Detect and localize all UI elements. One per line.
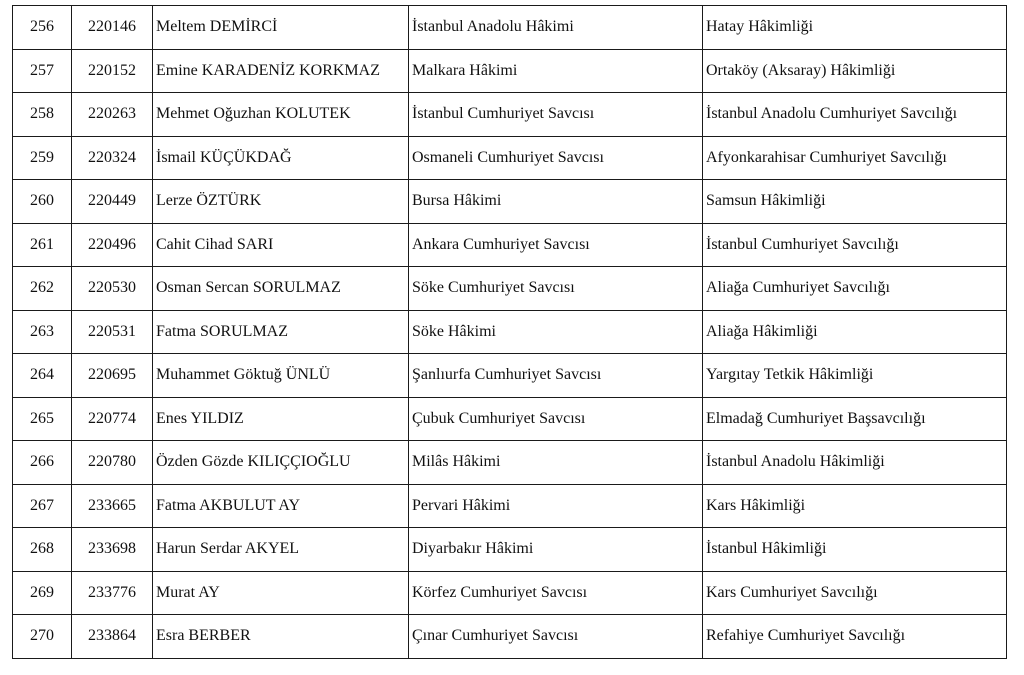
row-number-cell: 264 (13, 354, 72, 398)
current-position-cell: Söke Cumhuriyet Savcısı (409, 267, 703, 311)
row-number-cell: 265 (13, 397, 72, 441)
new-assignment-cell: Refahiye Cumhuriyet Savcılığı (703, 615, 1007, 659)
current-position-cell: Çubuk Cumhuriyet Savcısı (409, 397, 703, 441)
person-name-cell: Esra BERBER (153, 615, 409, 659)
table-row (13, 441, 1007, 485)
new-assignment-cell: İstanbul Hâkimliği (703, 528, 1007, 572)
row-number-cell: 267 (13, 484, 72, 528)
registry-number-cell: 233776 (72, 571, 153, 615)
current-position-cell: İstanbul Anadolu Hâkimi (409, 6, 703, 50)
new-assignment-cell: İstanbul Anadolu Cumhuriyet Savcılığı (703, 93, 1007, 137)
new-assignment-cell: Ortaköy (Aksaray) Hâkimliği (703, 49, 1007, 93)
person-name-cell: Muhammet Göktuğ ÜNLÜ (153, 354, 409, 398)
row-number-cell: 260 (13, 180, 72, 224)
new-assignment-cell: Aliağa Hâkimliği (703, 310, 1007, 354)
row-number-cell: 261 (13, 223, 72, 267)
registry-number-cell: 220695 (72, 354, 153, 398)
registry-number-cell: 233665 (72, 484, 153, 528)
current-position-cell: Körfez Cumhuriyet Savcısı (409, 571, 703, 615)
table-row (13, 354, 1007, 398)
registry-number-cell: 220774 (72, 397, 153, 441)
current-position-cell: Çınar Cumhuriyet Savcısı (409, 615, 703, 659)
table-row (13, 484, 1007, 528)
person-name-cell: İsmail KÜÇÜKDAĞ (153, 136, 409, 180)
row-number-cell: 259 (13, 136, 72, 180)
table-body (13, 6, 1007, 659)
new-assignment-cell: Samsun Hâkimliği (703, 180, 1007, 224)
table-row (13, 310, 1007, 354)
new-assignment-cell: Yargıtay Tetkik Hâkimliği (703, 354, 1007, 398)
registry-number-cell: 220531 (72, 310, 153, 354)
new-assignment-cell: Kars Cumhuriyet Savcılığı (703, 571, 1007, 615)
person-name-cell: Osman Sercan SORULMAZ (153, 267, 409, 311)
person-name-cell: Enes YILDIZ (153, 397, 409, 441)
person-name-cell: Özden Gözde KILIÇÇIOĞLU (153, 441, 409, 485)
row-number-cell: 257 (13, 49, 72, 93)
registry-number-cell: 220496 (72, 223, 153, 267)
row-number-cell: 263 (13, 310, 72, 354)
new-assignment-cell: Afyonkarahisar Cumhuriyet Savcılığı (703, 136, 1007, 180)
row-number-cell: 258 (13, 93, 72, 137)
table-row (13, 397, 1007, 441)
registry-number-cell: 220780 (72, 441, 153, 485)
person-name-cell: Emine KARADENİZ KORKMAZ (153, 49, 409, 93)
current-position-cell: Diyarbakır Hâkimi (409, 528, 703, 572)
person-name-cell: Lerze ÖZTÜRK (153, 180, 409, 224)
registry-number-cell: 220530 (72, 267, 153, 311)
person-name-cell: Murat AY (153, 571, 409, 615)
current-position-cell: Bursa Hâkimi (409, 180, 703, 224)
person-name-cell: Mehmet Oğuzhan KOLUTEK (153, 93, 409, 137)
appointments-table (12, 5, 1007, 659)
new-assignment-cell: Aliağa Cumhuriyet Savcılığı (703, 267, 1007, 311)
registry-number-cell: 233864 (72, 615, 153, 659)
current-position-cell: Ankara Cumhuriyet Savcısı (409, 223, 703, 267)
registry-number-cell: 220152 (72, 49, 153, 93)
row-number-cell: 256 (13, 6, 72, 50)
table-row (13, 136, 1007, 180)
current-position-cell: Pervari Hâkimi (409, 484, 703, 528)
table-row (13, 571, 1007, 615)
table-row (13, 6, 1007, 50)
row-number-cell: 268 (13, 528, 72, 572)
row-number-cell: 262 (13, 267, 72, 311)
row-number-cell: 269 (13, 571, 72, 615)
person-name-cell: Cahit Cihad SARI (153, 223, 409, 267)
row-number-cell: 270 (13, 615, 72, 659)
current-position-cell: Söke Hâkimi (409, 310, 703, 354)
current-position-cell: Milâs Hâkimi (409, 441, 703, 485)
new-assignment-cell: Kars Hâkimliği (703, 484, 1007, 528)
person-name-cell: Meltem DEMİRCİ (153, 6, 409, 50)
registry-number-cell: 220449 (72, 180, 153, 224)
table-row (13, 528, 1007, 572)
table-row (13, 49, 1007, 93)
row-number-cell: 266 (13, 441, 72, 485)
registry-number-cell: 233698 (72, 528, 153, 572)
registry-number-cell: 220263 (72, 93, 153, 137)
person-name-cell: Harun Serdar AKYEL (153, 528, 409, 572)
table-row (13, 615, 1007, 659)
current-position-cell: Şanlıurfa Cumhuriyet Savcısı (409, 354, 703, 398)
current-position-cell: İstanbul Cumhuriyet Savcısı (409, 93, 703, 137)
person-name-cell: Fatma SORULMAZ (153, 310, 409, 354)
current-position-cell: Osmaneli Cumhuriyet Savcısı (409, 136, 703, 180)
new-assignment-cell: İstanbul Anadolu Hâkimliği (703, 441, 1007, 485)
registry-number-cell: 220324 (72, 136, 153, 180)
table-row (13, 180, 1007, 224)
table-row (13, 267, 1007, 311)
table-row (13, 223, 1007, 267)
table-row (13, 93, 1007, 137)
registry-number-cell: 220146 (72, 6, 153, 50)
new-assignment-cell: Hatay Hâkimliği (703, 6, 1007, 50)
new-assignment-cell: İstanbul Cumhuriyet Savcılığı (703, 223, 1007, 267)
person-name-cell: Fatma AKBULUT AY (153, 484, 409, 528)
new-assignment-cell: Elmadağ Cumhuriyet Başsavcılığı (703, 397, 1007, 441)
current-position-cell: Malkara Hâkimi (409, 49, 703, 93)
